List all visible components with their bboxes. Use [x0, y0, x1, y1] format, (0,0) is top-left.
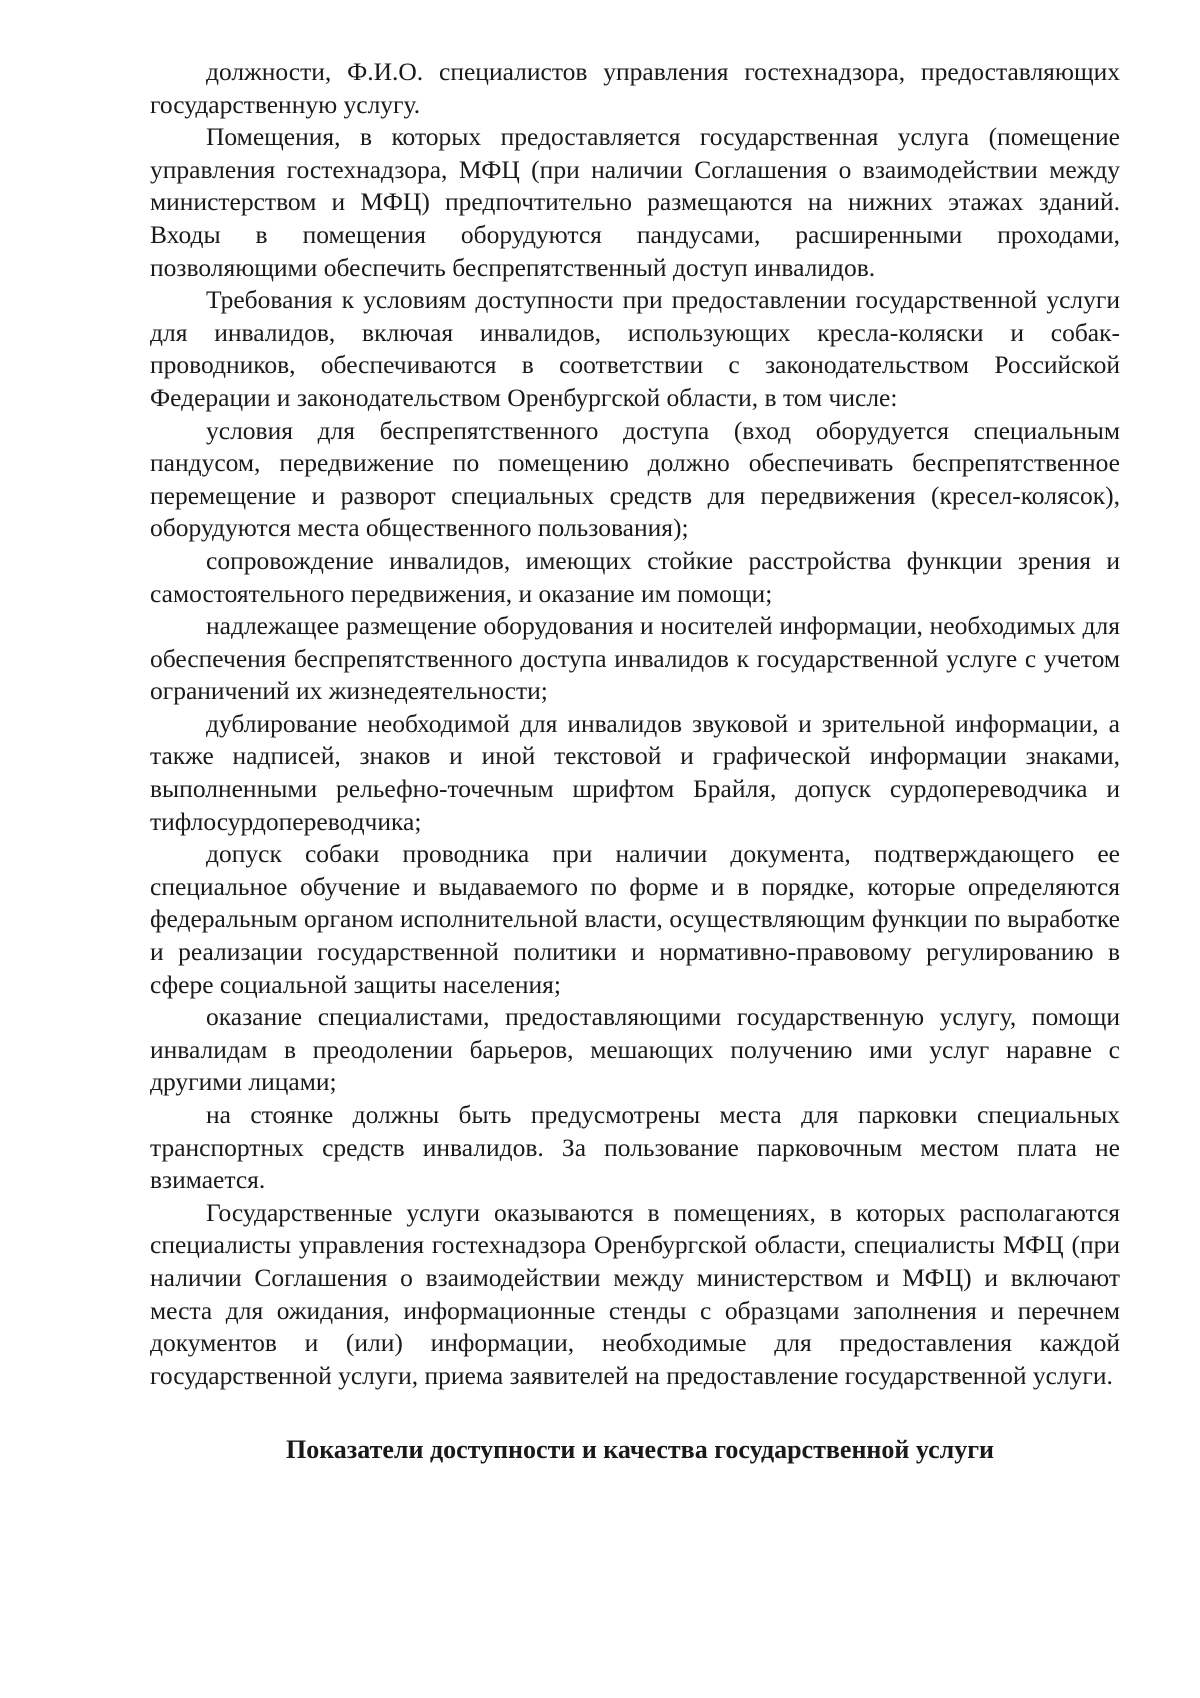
paragraph-barrier-free-access: условия для беспрепятственного доступа (вход оборудуется специальным пандусом, передвижение по помещению должно обеспечивать беспрепятственное перемещение и разворот специальных средств для передвижения (кресел-колясок), оборудуются места общественного пользования);	[150, 415, 1120, 543]
paragraph-assistance: сопровождение инвалидов, имеющих стойкие расстройства функции зрения и самостоятельного передвижения, и оказание им помощи;	[150, 545, 1120, 608]
paragraph-service-premises: Государственные услуги оказываются в помещениях, в которых располагаются специалисты управления гостехнадзора Оренбургской области, специалисты МФЦ (при наличии Соглашения о взаимодействии между министерством и МФЦ) и включают места для ожидания, информационные стенды с образцами заполнения и перечнем документов и (или) информации, необходимые для предоставления каждой государственной услуги, приема заявителей на предоставление государственной услуги.	[150, 1197, 1120, 1390]
paragraph-premises: Помещения, в которых предоставляется государственная услуга (помещение управления гостехнадзора, МФЦ (при наличии Соглашения о взаимодействии между министерством и МФЦ) предпочтительно размещаются на нижних этажах зданий. Входы в помещения оборудуются пандусами, расширенными проходами, позволяющими обеспечить беспрепятственный доступ инвалидов.	[150, 122, 1120, 282]
paragraph-accessibility-requirements: Требования к условиям доступности при предоставлении государственной услуги для инвалидов, включая инвалидов, использующих кресла-коляски и собак-проводников, обеспечиваются в соответствии с законодательством Российской Федерации и законодательством Оренбургской области, в том числе:	[150, 285, 1120, 412]
paragraph-parking: на стоянке должны быть предусмотрены места для парковки специальных транспортных средств инвалидов. За пользование парковочным местом плата не взимается.	[150, 1100, 1120, 1195]
section-heading: Показатели доступности и качества государственной услуги	[285, 1435, 995, 1465]
paragraph-equipment-placement: надлежащее размещение оборудования и носителей информации, необходимых для обеспечения беспрепятственного доступа инвалидов к государственной услуге с учетом ограничений их жизнедеятельности;	[150, 611, 1120, 706]
paragraph-staff-info: должности, Ф.И.О. специалистов управления гостехнадзора, предоставляющих государственную услугу.	[150, 57, 1120, 119]
paragraph-guide-dog: допуск собаки проводника при наличии документа, подтверждающего ее специальное обучение и выдаваемого по форме и в порядке, которые определяются федеральным органом исполнительной власти, осуществляющим функции по выработке и реализации государственной политики и нормативно-правовому регулированию в сфере социальной защиты населения;	[150, 839, 1120, 999]
paragraph-specialist-help: оказание специалистами, предоставляющими государственную услугу, помощи инвалидам в преодолении барьеров, мешающих получению ими услуг наравне с другими лицами;	[150, 1002, 1120, 1097]
document-page	[150, 56, 1120, 1466]
paragraph-information-duplication: дублирование необходимой для инвалидов звуковой и зрительной информации, а также надписей, знаков и иной текстовой и графической информации знаками, выполненными рельефно-точечным шрифтом Брайля, допуск сурдопереводчика и тифлосурдопереводчика;	[150, 708, 1120, 836]
